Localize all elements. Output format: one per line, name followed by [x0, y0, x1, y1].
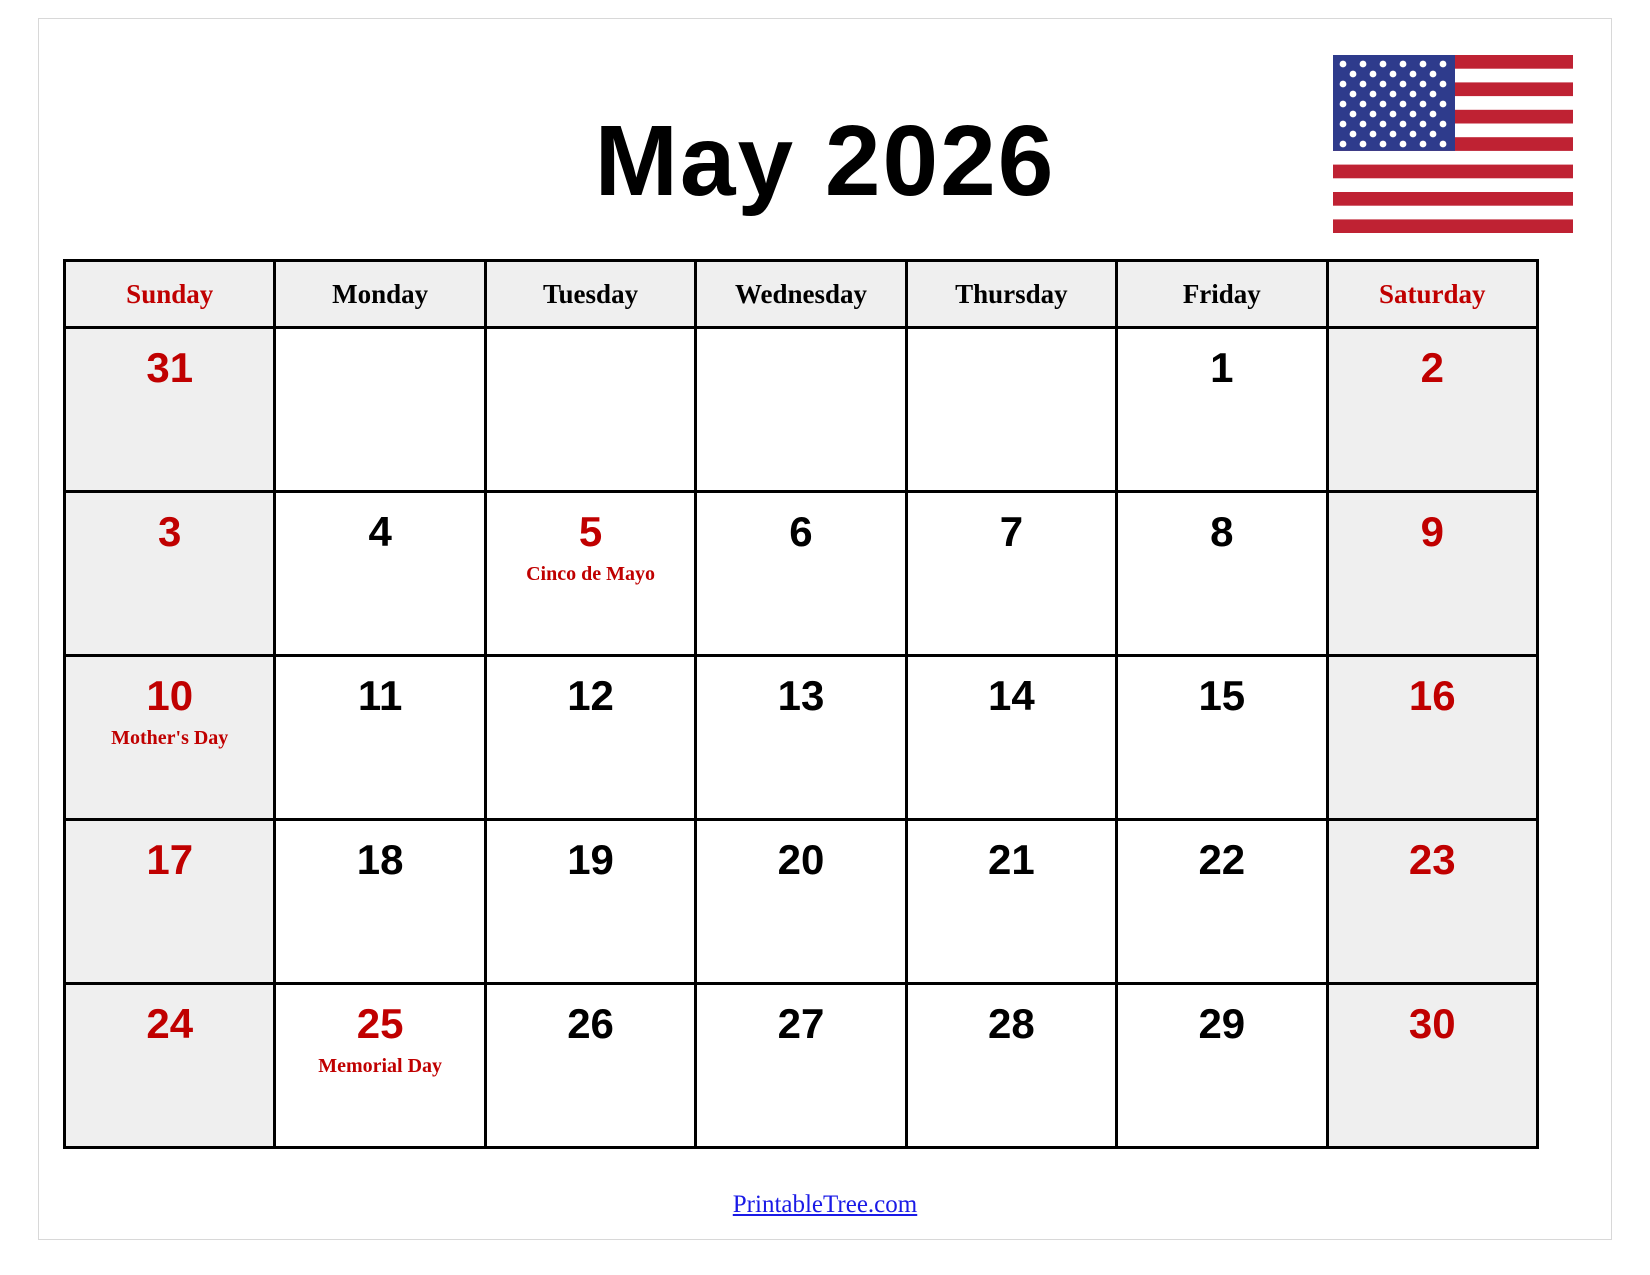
day-cell[interactable]: [1327, 656, 1537, 820]
day-cell[interactable]: [1117, 656, 1327, 820]
day-cell[interactable]: [1327, 492, 1537, 656]
day-cell[interactable]: [1117, 984, 1327, 1148]
day-cell[interactable]: [485, 328, 695, 492]
day-cell[interactable]: [275, 656, 485, 820]
calendar-sheet: [38, 18, 1612, 1240]
day-number: 3: [158, 508, 182, 555]
day-holiday-label: Memorial Day: [318, 1055, 443, 1077]
day-number: 20: [777, 836, 825, 883]
day-number: 28: [988, 1000, 1035, 1047]
day-holiday-label: [697, 347, 904, 357]
weekday-header-sunday: Sunday: [65, 261, 275, 328]
day-cell[interactable]: [1327, 984, 1537, 1148]
printabletree-link[interactable]: PrintableTree.com: [732, 1191, 918, 1218]
day-number: 9: [1420, 508, 1444, 555]
day-cell[interactable]: [485, 492, 695, 656]
day-number: 15: [1198, 672, 1246, 719]
day-number: 13: [777, 672, 825, 719]
day-number: 22: [1198, 836, 1246, 883]
weekday-header-thursday: Thursday: [906, 261, 1116, 328]
day-cell[interactable]: [275, 984, 485, 1148]
day-number: 26: [567, 1000, 614, 1047]
day-cell[interactable]: [1327, 820, 1537, 984]
day-cell[interactable]: [65, 328, 275, 492]
usa-flag-icon: [1333, 55, 1573, 233]
calendar-grid: [63, 259, 1539, 1149]
day-number: [908, 329, 1115, 347]
day-number: 1: [1210, 344, 1234, 391]
weekday-header-monday: Monday: [275, 261, 485, 328]
day-cell[interactable]: [906, 492, 1116, 656]
day-cell[interactable]: [485, 656, 695, 820]
footer: [39, 1191, 1611, 1219]
calendar-week-row: [65, 984, 1538, 1148]
day-number: 7: [999, 508, 1024, 555]
calendar-week-row: [65, 492, 1538, 656]
page-title: May 2026: [594, 105, 1056, 217]
day-number: 29: [1198, 1000, 1246, 1047]
day-number: 30: [1408, 1000, 1456, 1047]
day-cell[interactable]: [65, 492, 275, 656]
day-number: 6: [789, 508, 813, 555]
calendar-week-row: [65, 820, 1538, 984]
day-cell[interactable]: [696, 984, 906, 1148]
day-number: 4: [368, 508, 392, 555]
day-cell[interactable]: [275, 492, 485, 656]
day-cell[interactable]: [65, 984, 275, 1148]
day-cell[interactable]: [696, 328, 906, 492]
day-number: 25: [356, 1000, 404, 1047]
day-holiday-label: [276, 347, 483, 357]
day-cell[interactable]: [696, 656, 906, 820]
calendar-header: [39, 19, 1611, 247]
day-holiday-label: [908, 347, 1115, 357]
weekday-header-saturday: Saturday: [1327, 261, 1537, 328]
day-number: 23: [1408, 836, 1456, 883]
day-holiday-label: Mother's Day: [111, 727, 229, 749]
day-cell[interactable]: [906, 984, 1116, 1148]
day-number: 19: [567, 836, 614, 883]
day-number: 12: [567, 672, 614, 719]
day-holiday-label: [487, 347, 694, 357]
day-cell[interactable]: [906, 656, 1116, 820]
day-cell[interactable]: [1117, 492, 1327, 656]
day-number: 31: [146, 344, 194, 391]
day-number: [276, 329, 483, 347]
weekday-header-tuesday: Tuesday: [485, 261, 695, 328]
day-number: 27: [777, 1000, 825, 1047]
day-number: 21: [988, 836, 1035, 883]
day-number: 14: [988, 672, 1035, 719]
day-cell[interactable]: [65, 820, 275, 984]
weekday-header-friday: Friday: [1117, 261, 1327, 328]
day-number: 16: [1408, 672, 1456, 719]
day-cell[interactable]: [696, 492, 906, 656]
weekday-header-wednesday: Wednesday: [696, 261, 906, 328]
day-number: [487, 329, 694, 347]
day-number: 2: [1420, 344, 1444, 391]
day-number: 18: [356, 836, 404, 883]
day-number: 24: [146, 1000, 194, 1047]
day-number: 11: [357, 672, 403, 719]
day-cell[interactable]: [485, 820, 695, 984]
day-cell[interactable]: [275, 820, 485, 984]
day-cell[interactable]: [275, 328, 485, 492]
day-number: [697, 329, 904, 347]
day-holiday-label: Cinco de Mayo: [526, 563, 655, 585]
day-cell[interactable]: [1117, 328, 1327, 492]
day-cell[interactable]: [485, 984, 695, 1148]
day-cell[interactable]: [1327, 328, 1537, 492]
day-cell[interactable]: [65, 656, 275, 820]
day-number: 17: [146, 836, 194, 883]
calendar-week-row: [65, 656, 1538, 820]
calendar-week-row: [65, 328, 1538, 492]
day-cell[interactable]: [906, 328, 1116, 492]
day-number: 5: [578, 508, 603, 555]
day-cell[interactable]: [1117, 820, 1327, 984]
day-number: 10: [146, 672, 194, 719]
day-cell[interactable]: [906, 820, 1116, 984]
day-cell[interactable]: [696, 820, 906, 984]
day-number: 8: [1210, 508, 1234, 555]
calendar-weekday-header-row: [65, 261, 1538, 328]
